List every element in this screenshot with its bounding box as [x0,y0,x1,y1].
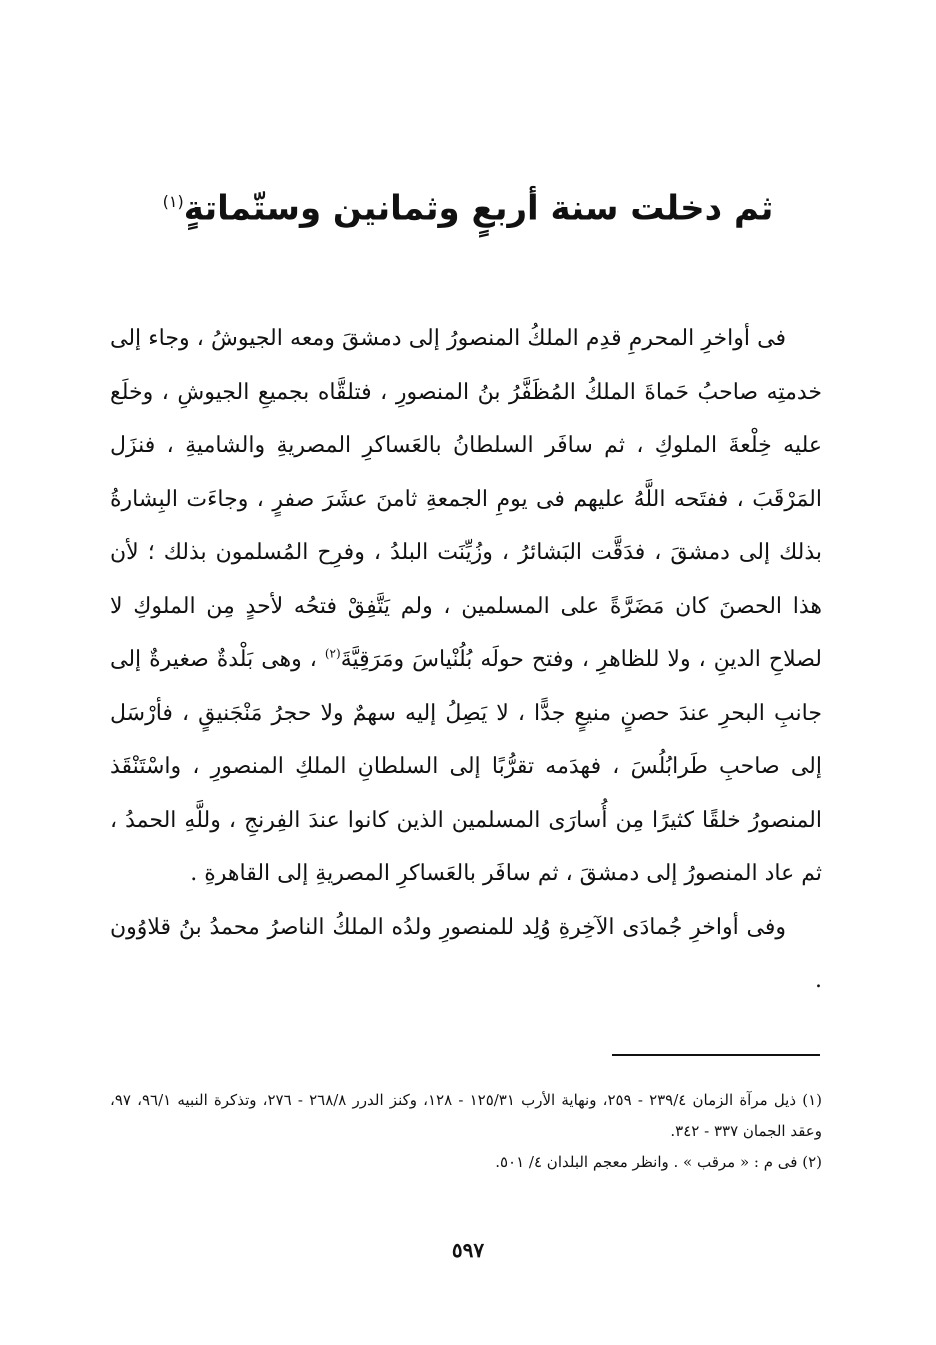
footnotes [110,1085,822,1178]
heading-footnote-marker: (١) [162,192,184,211]
footnote-2: (٢) فى م : « مرقب » . وانظر معجم البلدان ٤/ ٥٠١. [495,1153,822,1171]
paragraph-1-part-b: ، وهى بَلْدةٌ صغيرةٌ إلى جانبِ البحرِ عندَ حصنٍ منيعٍ جدًّا ، لا يَصِلُ إليه سهمٌ ولا حجرُ مَنْجَنيقٍ ، فأرْسَل إلى صاحبِ طَرابُلُسَ ، فهدَمه تقرُّبًا إلى السلطانِ الملكِ المنصورِ ، واسْتَنْقَذ المنصورُ خلقًا كثيرًا مِن أُسارَى المسلمين الذين كانوا عندَ الفِرنجِ ، وللَّهِ الحمدُ ، ثم عاد المنصورُ إلى دمشقَ ، ثم سافَر بالعَساكرِ المصريةِ إلى القاهرةِ . [110,647,822,886]
chapter-heading [150,170,786,240]
paragraph-1 [110,312,822,901]
heading-text: ثم دخلت سنة أربعٍ وثمانين وستّماتةٍ [183,188,774,229]
main-text [110,312,822,1008]
footnote-1: (١) ذيل مرآة الزمان ٢٣٩/٤ - ٢٥٩، ونهاية الأرب ١٢٥/٣١ - ١٢٨، وكنز الدرر ٢٦٨/٨ - ٢٧٦، وتذكرة النبيه ٩٦/١، ٩٧، وعقد الجمان ٣٣٧ - ٣٤٢. [110,1091,822,1140]
paragraph-2: وفى أواخرِ جُمادَى الآخِرةِ وُلِد للمنصورِ ولدُه الملكُ الناصرُ محمدُ بنُ قلاوُون . [110,914,822,993]
page-number: ٥٩٧ [451,1238,485,1262]
paragraph-1-part-a: فى أواخرِ المحرمِ قدِم الملكُ المنصورُ إلى دمشقَ ومعه الجيوشُ ، وجاء إلى خدمتِه صاحبُ حَماةَ الملكُ المُظَفَّرُ بنُ المنصورِ ، فتلقَّاه بجميعِ الجيوشِ ، وخلَع عليه خِلْعةَ الملوكِ ، ثم سافَر السلطانُ بالعَساكرِ المصريةِ والشاميةِ ، فنزَل المَرْقَبَ ، ففتَحه اللَّهُ عليهم فى يومِ الجمعةِ ثامنَ عشَرَ صفرٍ ، وجاءَت البِشارةُ بذلك إلى دمشقَ ، فدَقَّت البَشائرُ ، وزُيِّنَت البلدُ ، وفرِح المُسلمون بذلك ؛ لأن هذا الحصنَ كان مَضَرَّةً على المسلمين ، ولم يَتَّفِقْ فتحُه لأحدٍ مِن الملوكِ لا لصلاحِ الدينِ ، ولا للظاهرِ ، وفتح حولَه بُلُنْياسَ ومَرَقِيَّةَ [110,326,823,672]
footnote-divider [612,1054,820,1056]
footnote-marker-2: (٢) [324,646,341,661]
